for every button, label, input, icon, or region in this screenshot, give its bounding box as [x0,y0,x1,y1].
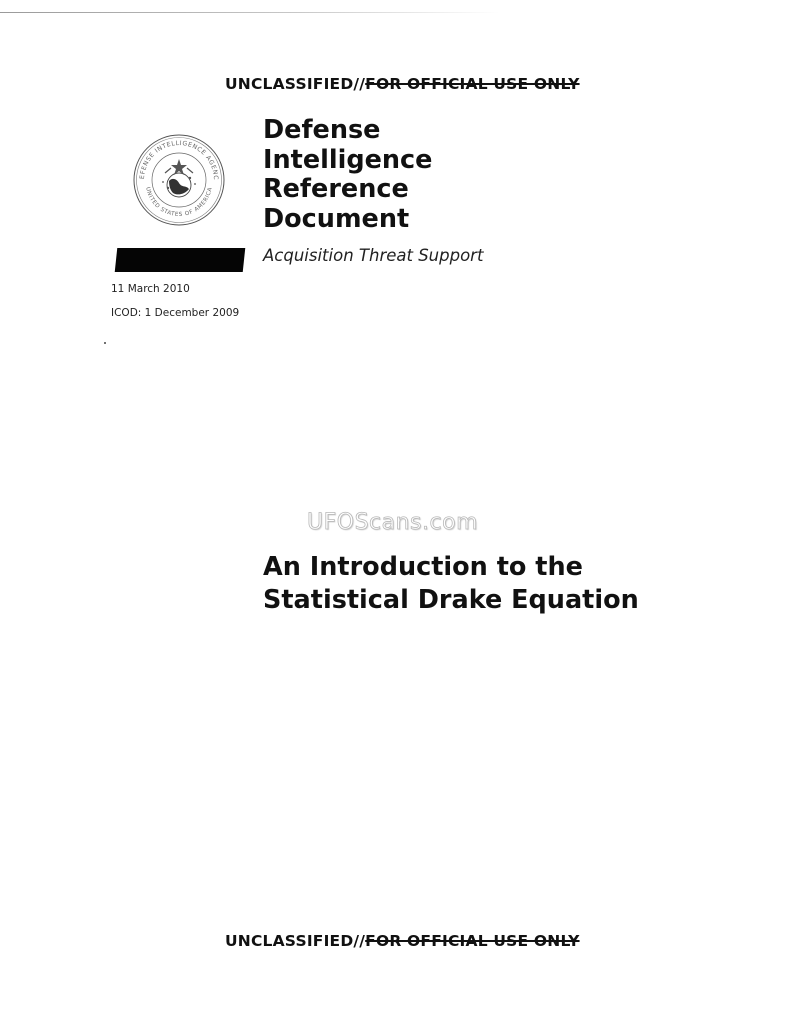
report-title-line: Statistical Drake Equation [263,585,639,615]
redaction-bar [115,248,246,272]
document-type-line: Defense [263,115,381,145]
document-type-line: Reference [263,174,409,204]
struck-caveat: FOR OFFICIAL USE ONLY [365,75,580,93]
classification-banner-top [225,75,580,93]
classification-separator: // [353,75,366,93]
issue-date: 11 March 2010 [111,283,190,295]
watermark: UFOScans.com [307,510,478,535]
document-type-title [263,116,432,234]
document-subtitle: Acquisition Threat Support [263,246,484,265]
report-title [263,551,639,617]
classification-separator: // [353,932,366,950]
scan-speck [104,342,106,344]
document-type-line: Document [263,203,410,234]
classification-banner-bottom [225,932,580,950]
icod-date: ICOD: 1 December 2009 [111,307,240,319]
classification-level: UNCLASSIFIED [225,75,354,93]
struck-caveat: FOR OFFICIAL USE ONLY [365,932,580,950]
scan-artifact-line [0,12,500,13]
svg-text:DEFENSE INTELLIGENCE AGENCY: EFENSE INTELLIGENCE AGENC [138,139,220,181]
classification-level: UNCLASSIFIED [225,932,354,950]
svg-text:UNITED STATES OF AMERICA: UNITED STATES OF AMERICA [144,186,214,219]
document-type-line: Intelligence [263,144,433,175]
dia-seal-icon [132,133,226,227]
report-title-line: An Introduction to the [263,552,583,582]
